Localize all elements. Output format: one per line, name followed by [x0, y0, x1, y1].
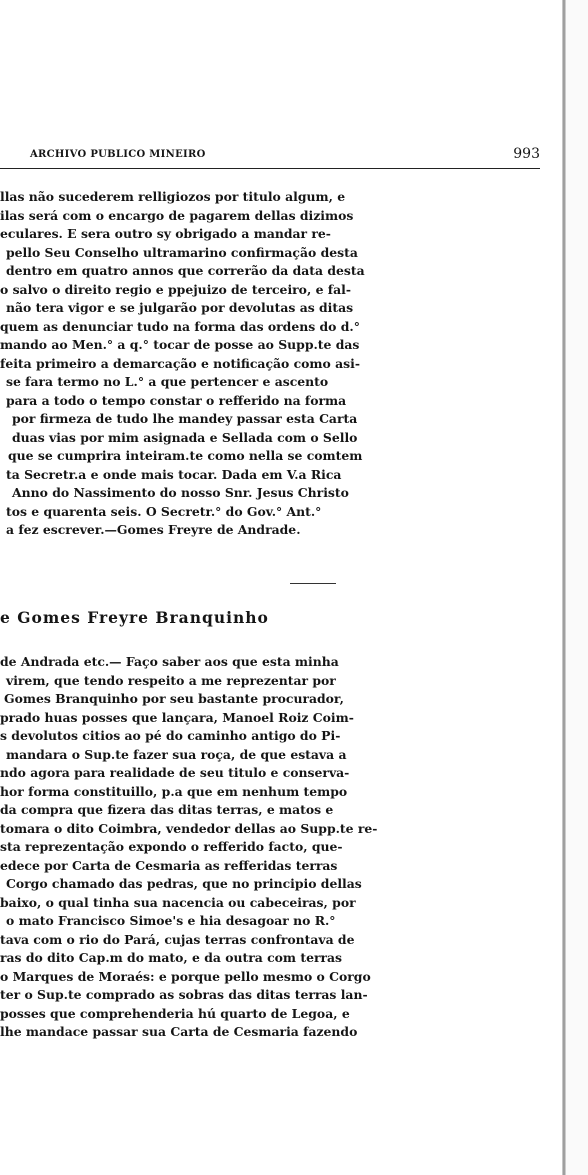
text-line: o Marques de Moraés: e porque pello mesmo o Corgo: [0, 968, 371, 984]
text-line: duas vias por mim asignada e Sellada com o Sello: [12, 429, 358, 445]
text-line: lhe mandace passar sua Carta de Cesmaria fazendo: [0, 1024, 358, 1039]
text-line: Anno do Nassimento do nosso Snr. Jesus Christo: [12, 485, 349, 500]
running-head: ARCHIVO PUBLICO MINEIRO: [30, 149, 206, 160]
text-line: ras do dito Cap.m do mato, e da outra com terras: [0, 950, 343, 965]
text-line: por firmeza de tudo lhe mandey passar esta Carta: [12, 411, 358, 426]
document-text-block-2: [0, 653, 544, 1042]
text-line: ter o Sup.te comprado as sobras das ditas terras lan-: [0, 987, 368, 1002]
text-line: baixo, o qual tinha sua nacencia ou cabeceiras, por: [0, 894, 356, 910]
facing-page-margin: [566, 0, 588, 1175]
text-line: hor forma constituillo, p.a que em nenhum tempo: [0, 783, 348, 799]
text-line: tomara o dito Coimbra, vendedor dellas ao Supp.te re-: [0, 820, 378, 836]
text-line: o mato Francisco Simoe's e hia desagoar no R.°: [6, 913, 336, 928]
text-line: ta Secretr.a e onde mais tocar. Dada em V.a Rica: [6, 466, 342, 482]
text-line: eculares. E sera outro sy obrigado a mandar re-: [0, 226, 331, 241]
text-line: ndo agora para realidade de seu titulo e conserva-: [0, 765, 350, 780]
text-line: não tera vigor e se julgarão por devolutas as ditas: [6, 300, 354, 315]
text-line: Corgo chamado das pedras, que no principio dellas: [6, 876, 362, 891]
text-line: s devolutos citios ao pé do caminho antigo do Pi-: [0, 728, 341, 743]
page-header: [0, 146, 540, 169]
text-line: prado huas posses que lançara, Manoel Roiz Coim-: [0, 709, 354, 725]
text-line: tava com o rio do Pará, cujas terras confrontava de: [0, 931, 355, 947]
text-line: virem, que tendo respeito a me reprezentar por: [6, 672, 336, 688]
text-line: Gomes Branquinho por seu bastante procurador,: [4, 691, 344, 706]
text-line: a fez escrever.—Gomes Freyre de Andrade.: [6, 522, 301, 537]
section-title: e Gomes Freyre Branquinho: [0, 608, 269, 627]
text-line: se fara termo no L.° a que pertencer e ascento: [6, 374, 329, 389]
text-line: ilas será com o encargo de pagarem dellas dizimos: [0, 207, 354, 223]
section-separator: [290, 583, 336, 584]
page-number: 993: [513, 146, 540, 162]
text-line: quem as denunciar tudo na forma das ordens do d.°: [0, 318, 360, 334]
text-line: mandara o Sup.te fazer sua roça, de que estava a: [6, 746, 347, 762]
text-line: sta reprezentação expondo o refferido facto, que-: [0, 839, 343, 854]
text-line: dentro em quatro annos que correrão da data desta: [6, 263, 365, 278]
text-line: tos e quarenta seis. O Secretr.° do Gov.° Ant.°: [6, 503, 322, 519]
text-line: que se cumprira inteiram.te como nella se comtem: [8, 448, 363, 463]
text-line: de Andrada etc.— Faço saber aos que esta minha: [0, 654, 339, 669]
text-line: pello Seu Conselho ultramarino confirmação desta: [6, 244, 358, 260]
text-line: da compra que fizera das ditas terras, e matos e: [0, 802, 334, 817]
text-line: edece por Carta de Cesmaria as refferidas terras: [0, 857, 338, 873]
document-text-block-1: [0, 188, 544, 540]
text-line: posses que comprehenderia hú quarto de Legoa, e: [0, 1005, 350, 1021]
text-line: mando ao Men.° a q.° tocar de posse ao Supp.te das: [0, 337, 360, 352]
text-line: feita primeiro a demarcação e notificação como asi-: [0, 355, 360, 371]
text-line: llas não sucederem relligiozos por titulo algum, e: [0, 189, 346, 204]
text-line: o salvo o direito regio e ppejuizo de terceiro, e fal-: [0, 281, 351, 297]
text-line: para a todo o tempo constar o refferido na forma: [6, 392, 347, 408]
